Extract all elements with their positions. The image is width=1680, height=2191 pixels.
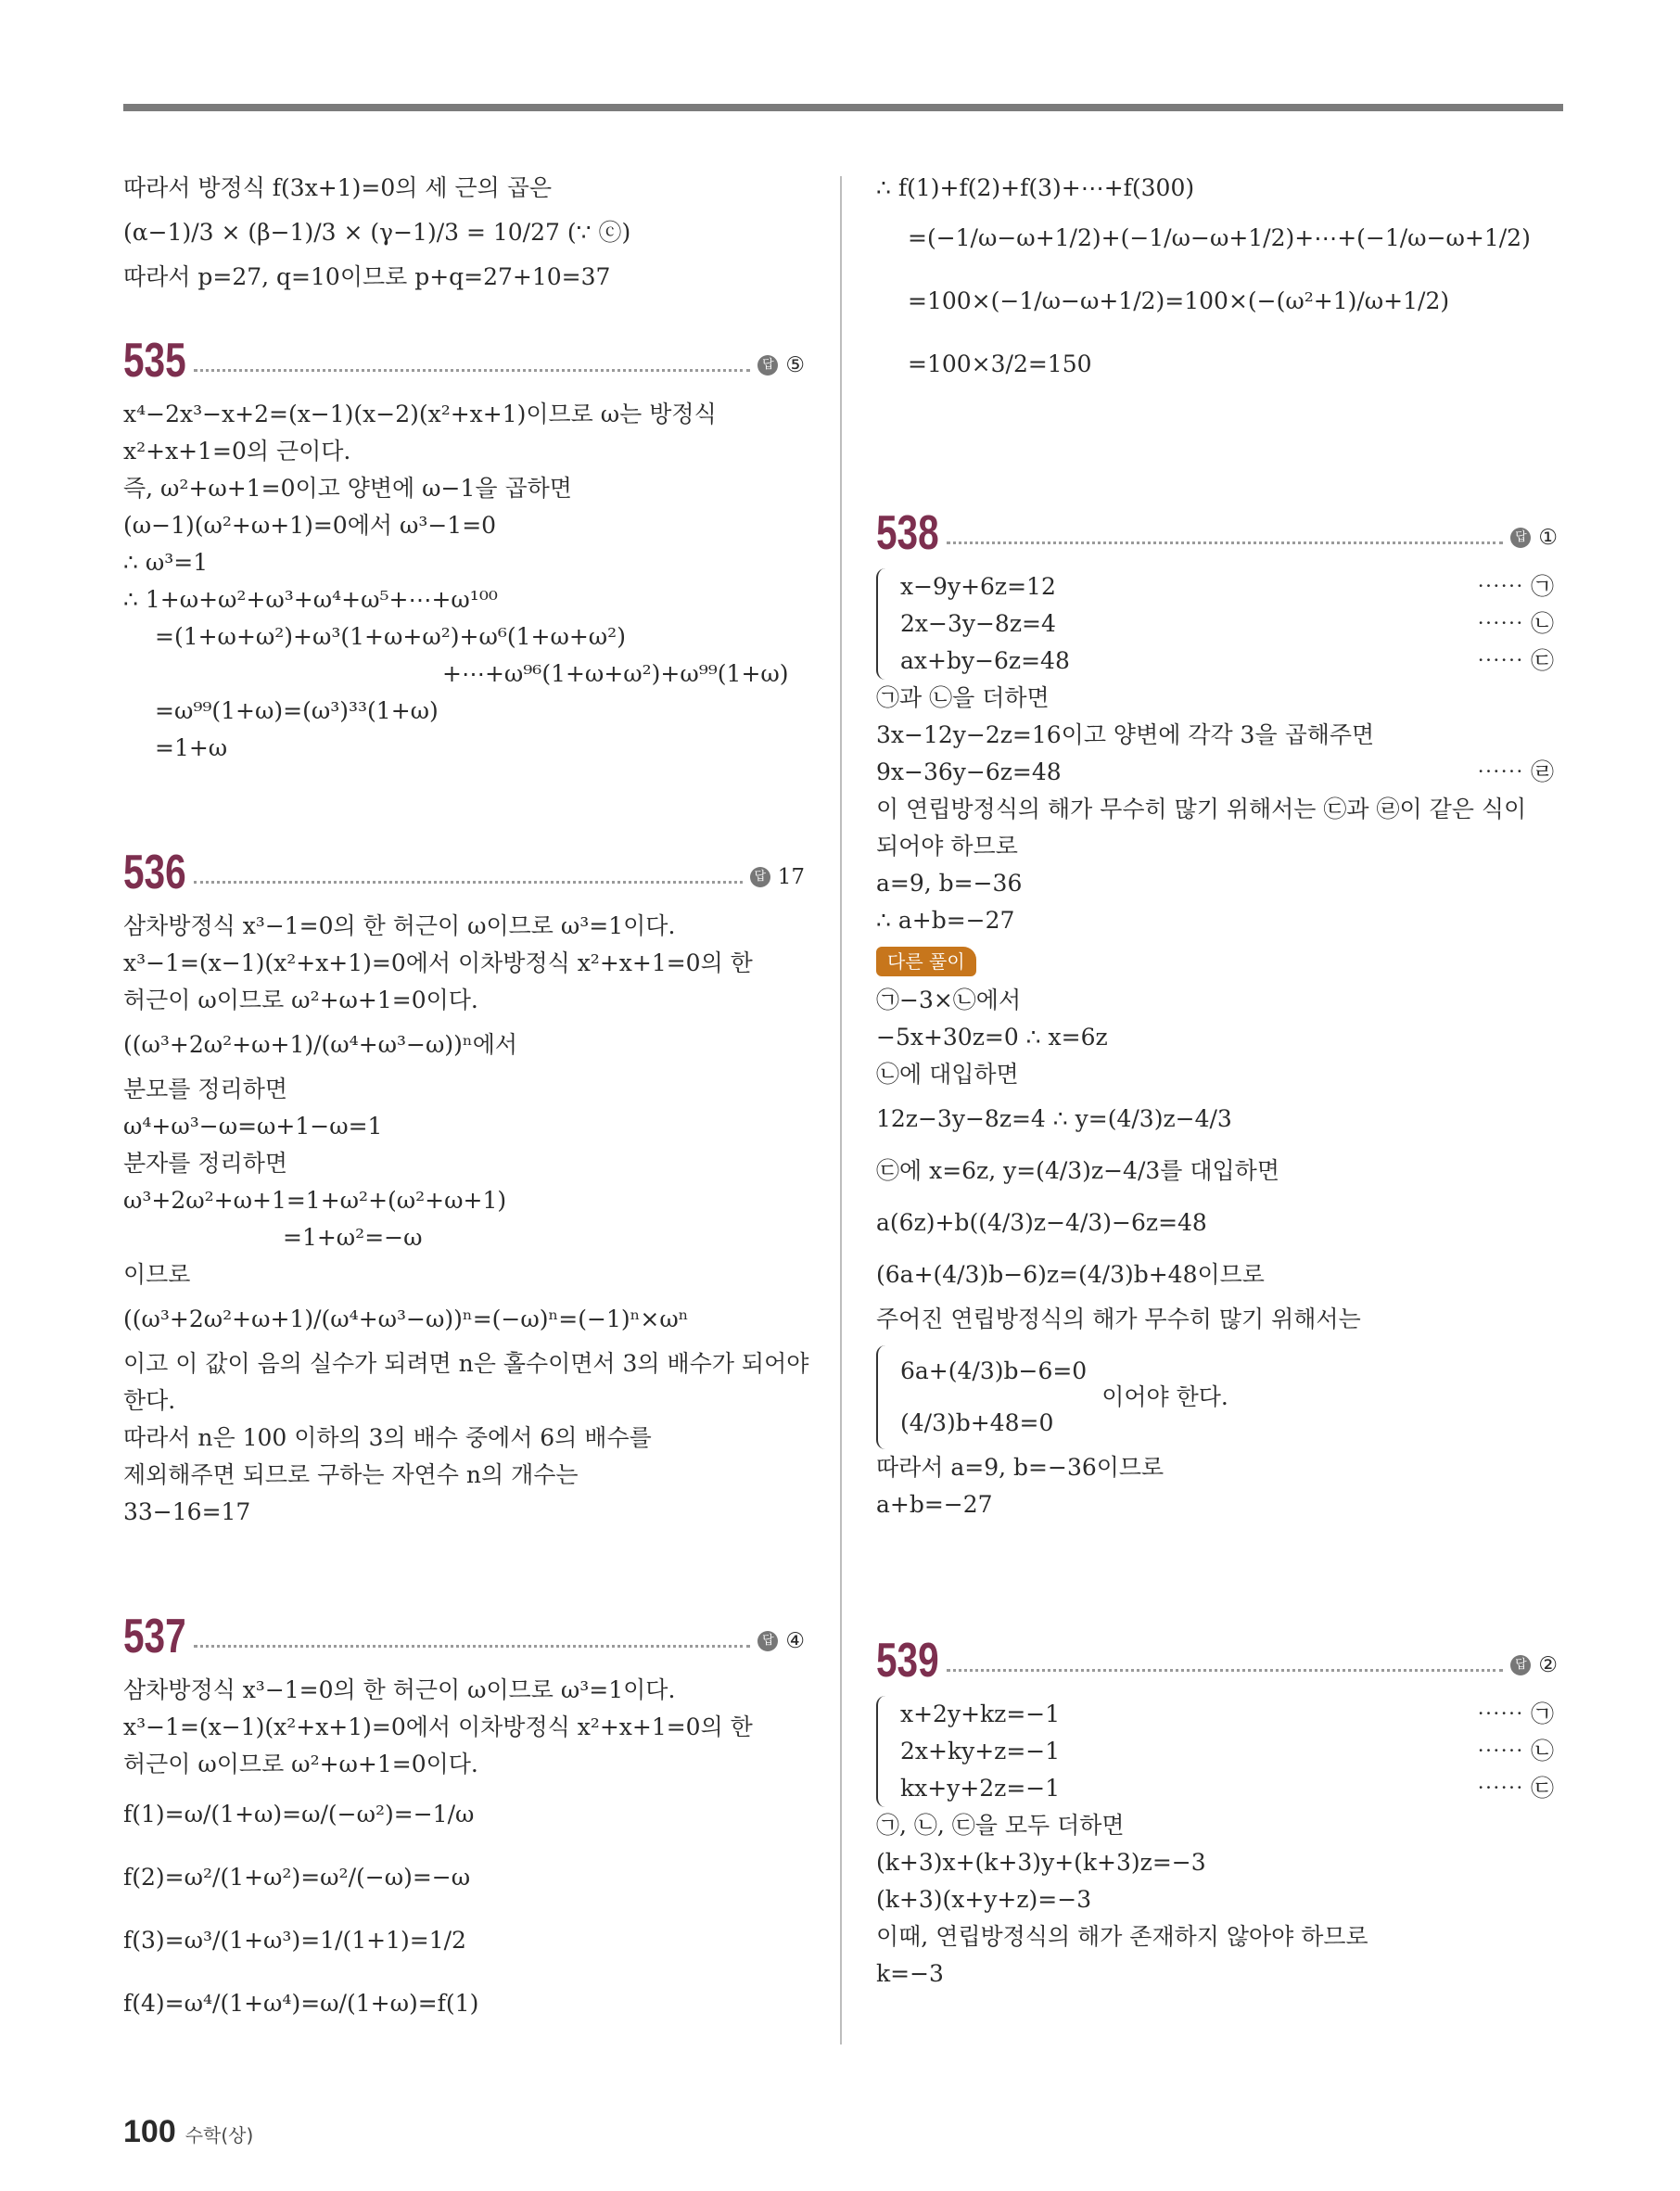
solution-line: (k+3)x+(k+3)y+(k+3)z=−3 bbox=[876, 1849, 1206, 1876]
solution-line: ㉠, ㉡, ㉢을 모두 더하면 bbox=[876, 1812, 1125, 1839]
solution-line: 삼차방정식 x³−1=0의 한 허근이 ω이므로 ω³=1이다. bbox=[123, 912, 676, 939]
answer-box bbox=[1510, 524, 1558, 552]
solution-line: ㉡에 대입하면 bbox=[876, 1061, 1019, 1088]
solution-line: ω⁴+ω³−ω=ω+1−ω=1 bbox=[123, 1113, 383, 1140]
problem-number: 536 bbox=[123, 846, 186, 899]
problem-538-header bbox=[876, 492, 1558, 560]
problem-536-header bbox=[123, 832, 805, 897]
alternative-solution-badge: 다른 풀이 bbox=[876, 947, 976, 976]
problem-number: 537 bbox=[123, 1610, 186, 1663]
answer-value: ④ bbox=[785, 1629, 805, 1653]
solution-line: a+b=−27 bbox=[876, 1491, 993, 1518]
solution-line: ∴ 1+ω+ω²+ω³+ω⁴+ω⁵+⋯+ω¹⁰⁰ bbox=[123, 586, 498, 613]
solution-line: x³−1=(x−1)(x²+x+1)=0에서 이차방정식 x²+x+1=0의 한 bbox=[123, 949, 753, 976]
equation-system bbox=[876, 568, 1558, 680]
solution-line: a(6z)+b((4/3)z−4/3)−6z=48 bbox=[876, 1209, 1207, 1236]
solution-line: f(2)=ω²/(1+ω²)=ω²/(−ω)=−ω bbox=[123, 1864, 471, 1891]
intro-line: (α−1)/3 × (β−1)/3 × (γ−1)/3 = 10/27 (∵ ⓒ) bbox=[123, 219, 631, 246]
equation: 6a+(4/3)b−6=0 bbox=[900, 1357, 1088, 1384]
solution-line: 따라서 a=9, b=−36이므로 bbox=[876, 1454, 1165, 1481]
solution-line: ((ω³+2ω²+ω+1)/(ω⁴+ω³−ω))ⁿ=(−ω)ⁿ=(−1)ⁿ×ωⁿ bbox=[123, 1306, 689, 1332]
equation-label: ⋯⋯ ㉣ bbox=[1477, 758, 1554, 785]
answer-box bbox=[750, 863, 805, 891]
solution-line: 허근이 ω이므로 ω²+ω+1=0이다. bbox=[123, 987, 478, 1013]
solution-line: 되어야 하므로 bbox=[876, 833, 1018, 860]
problem-535-header bbox=[123, 320, 805, 388]
answer-value: ② bbox=[1538, 1653, 1558, 1677]
solution-line: =(−1/ω−ω+1/2)+(−1/ω−ω+1/2)+⋯+(−1/ω−ω+1/2) bbox=[908, 224, 1531, 251]
answer-icon: 답 bbox=[1510, 528, 1531, 548]
top-rule bbox=[123, 104, 1563, 111]
solution-line: 주어진 연립방정식의 해가 무수히 많기 위해서는 bbox=[876, 1306, 1361, 1332]
page-number: 100 bbox=[123, 2114, 176, 2149]
problem-539-header bbox=[876, 1620, 1558, 1688]
solution-line: 한다. bbox=[123, 1387, 176, 1414]
column-divider bbox=[840, 176, 842, 2045]
left-column bbox=[123, 170, 809, 2035]
solution-line: 3x−12y−2z=16이고 양변에 각각 3을 곱해주면 bbox=[876, 721, 1375, 748]
solution-line: 33−16=17 bbox=[123, 1498, 251, 1525]
right-column bbox=[876, 170, 1558, 1993]
solution-line: x³−1=(x−1)(x²+x+1)=0에서 이차방정식 x²+x+1=0의 한 bbox=[123, 1713, 753, 1740]
brace bbox=[876, 1696, 891, 1807]
solution-line: 12z−3y−8z=4 ∴ y=(4/3)z−4/3 bbox=[876, 1105, 1232, 1132]
leader-dots bbox=[947, 541, 1503, 544]
solution-line: f(4)=ω⁴/(1+ω⁴)=ω/(1+ω)=f(1) bbox=[123, 1990, 479, 2017]
equation: (4/3)b+48=0 bbox=[900, 1409, 1054, 1436]
equation: 2x+ky+z=−1 bbox=[900, 1738, 1061, 1764]
solution-line: =1+ω bbox=[155, 734, 228, 761]
solution-line: =100×(−1/ω−ω+1/2)=100×(−(ω²+1)/ω+1/2) bbox=[908, 287, 1450, 314]
answer-value: 17 bbox=[777, 865, 805, 889]
equation-system bbox=[876, 1696, 1558, 1807]
system-row bbox=[876, 754, 1558, 791]
solution-line: a=9, b=−36 bbox=[876, 870, 1023, 897]
problem-537-header bbox=[123, 1596, 805, 1661]
solution-line: −5x+30z=0 ∴ x=6z bbox=[876, 1024, 1108, 1051]
answer-value: ⑤ bbox=[785, 353, 805, 377]
equation: x+2y+kz=−1 bbox=[900, 1701, 1061, 1727]
system-row bbox=[900, 1733, 1558, 1770]
equation-label: ⋯⋯ ㉠ bbox=[1477, 1701, 1554, 1727]
equation: 9x−36y−6z=48 bbox=[876, 758, 1062, 785]
brace bbox=[876, 568, 891, 680]
solution-line: +⋯+ω⁹⁶(1+ω+ω²)+ω⁹⁹(1+ω) bbox=[442, 660, 789, 687]
brace bbox=[876, 1345, 891, 1449]
solution-line: 허근이 ω이므로 ω²+ω+1=0이다. bbox=[123, 1751, 478, 1777]
equation: kx+y+2z=−1 bbox=[900, 1775, 1061, 1802]
system-row bbox=[900, 1696, 1558, 1733]
system-row bbox=[900, 1770, 1558, 1807]
answer-box bbox=[757, 351, 805, 379]
solution-line: (k+3)(x+y+z)=−3 bbox=[876, 1886, 1092, 1913]
problem-number: 535 bbox=[123, 334, 186, 388]
answer-icon: 답 bbox=[757, 355, 778, 376]
solution-line: (ω−1)(ω²+ω+1)=0에서 ω³−1=0 bbox=[123, 512, 497, 539]
solution-line: 분모를 정리하면 bbox=[123, 1076, 287, 1102]
solution-line: (6a+(4/3)b−6)z=(4/3)b+48이므로 bbox=[876, 1261, 1265, 1288]
book-title: 수학(상) bbox=[185, 2124, 254, 2146]
solution-line: =(1+ω+ω²)+ω³(1+ω+ω²)+ω⁶(1+ω+ω²) bbox=[155, 623, 626, 650]
solution-line: ∴ a+b=−27 bbox=[876, 907, 1015, 934]
solution-line: ∴ ω³=1 bbox=[123, 549, 209, 576]
solution-line: 이고 이 값이 음의 실수가 되려면 n은 홀수이면서 3의 배수가 되어야 bbox=[123, 1350, 809, 1377]
solution-line: =1+ω²=−ω bbox=[283, 1224, 423, 1251]
solution-line: ((ω³+2ω²+ω+1)/(ω⁴+ω³−ω))ⁿ에서 bbox=[123, 1031, 518, 1058]
equation: x−9y+6z=12 bbox=[900, 573, 1056, 600]
solution-line: 이어야 한다. bbox=[1101, 1383, 1228, 1410]
solution-line: =100×3/2=150 bbox=[908, 350, 1092, 377]
leader-dots bbox=[194, 1645, 750, 1648]
answer-box bbox=[1510, 1651, 1558, 1679]
answer-icon: 답 bbox=[1510, 1655, 1531, 1675]
solution-line: f(1)=ω/(1+ω)=ω/(−ω²)=−1/ω bbox=[123, 1801, 475, 1828]
equation-system bbox=[876, 1345, 1558, 1449]
system-row bbox=[900, 605, 1558, 643]
solution-line: 분자를 정리하면 bbox=[123, 1150, 287, 1177]
problem-number: 539 bbox=[876, 1634, 939, 1688]
equation-label: ⋯⋯ ㉢ bbox=[1477, 647, 1554, 674]
answer-value: ① bbox=[1538, 526, 1558, 550]
page-footer bbox=[123, 2114, 253, 2150]
solution-line: f(3)=ω³/(1+ω³)=1/(1+1)=1/2 bbox=[123, 1927, 466, 1954]
equation: ax+by−6z=48 bbox=[900, 647, 1070, 674]
solution-line: x²+x+1=0의 근이다. bbox=[123, 438, 351, 465]
solution-line: 따라서 n은 100 이하의 3의 배수 중에서 6의 배수를 bbox=[123, 1424, 652, 1451]
solution-line: ㉠과 ㉡을 더하면 bbox=[876, 684, 1050, 711]
leader-dots bbox=[194, 369, 750, 372]
leader-dots bbox=[947, 1669, 1503, 1672]
equation-label: ⋯⋯ ㉢ bbox=[1477, 1775, 1554, 1802]
solution-line: ∴ f(1)+f(2)+f(3)+⋯+f(300) bbox=[876, 174, 1195, 201]
equation: 2x−3y−8z=4 bbox=[900, 610, 1056, 637]
intro-line: 따라서 p=27, q=10이므로 p+q=27+10=37 bbox=[123, 263, 611, 290]
solution-line: ㉢에 x=6z, y=(4/3)z−4/3를 대입하면 bbox=[876, 1157, 1279, 1184]
solution-line: 이므로 bbox=[123, 1261, 191, 1288]
solution-line: k=−3 bbox=[876, 1960, 944, 1987]
answer-icon: 답 bbox=[750, 867, 770, 887]
equation-label: ⋯⋯ ㉡ bbox=[1477, 610, 1554, 637]
solution-line: 제외해주면 되므로 구하는 자연수 n의 개수는 bbox=[123, 1461, 579, 1488]
system-row bbox=[900, 568, 1558, 605]
solution-line: 즉, ω²+ω+1=0이고 양변에 ω−1을 곱하면 bbox=[123, 475, 572, 502]
solution-line: x⁴−2x³−x+2=(x−1)(x−2)(x²+x+1)이므로 ω는 방정식 bbox=[123, 401, 717, 427]
solution-line: =ω⁹⁹(1+ω)=(ω³)³³(1+ω) bbox=[155, 697, 439, 724]
intro-line: 따라서 방정식 f(3x+1)=0의 세 근의 곱은 bbox=[123, 174, 553, 201]
equation-label: ⋯⋯ ㉡ bbox=[1477, 1738, 1554, 1764]
solution-line: ㉠−3×㉡에서 bbox=[876, 987, 1022, 1013]
problem-number: 538 bbox=[876, 506, 939, 560]
answer-box bbox=[757, 1627, 805, 1655]
solution-line: 이때, 연립방정식의 해가 존재하지 않아야 하므로 bbox=[876, 1923, 1368, 1950]
leader-dots bbox=[194, 881, 743, 884]
equation-label: ⋯⋯ ㉠ bbox=[1477, 573, 1554, 600]
solution-line: 이 연립방정식의 해가 무수히 많기 위해서는 ㉢과 ㉣이 같은 식이 bbox=[876, 796, 1527, 822]
solution-line: 삼차방정식 x³−1=0의 한 허근이 ω이므로 ω³=1이다. bbox=[123, 1676, 676, 1703]
solution-line: ω³+2ω²+ω+1=1+ω²+(ω²+ω+1) bbox=[123, 1187, 507, 1214]
answer-icon: 답 bbox=[757, 1631, 778, 1651]
system-row bbox=[900, 643, 1558, 680]
